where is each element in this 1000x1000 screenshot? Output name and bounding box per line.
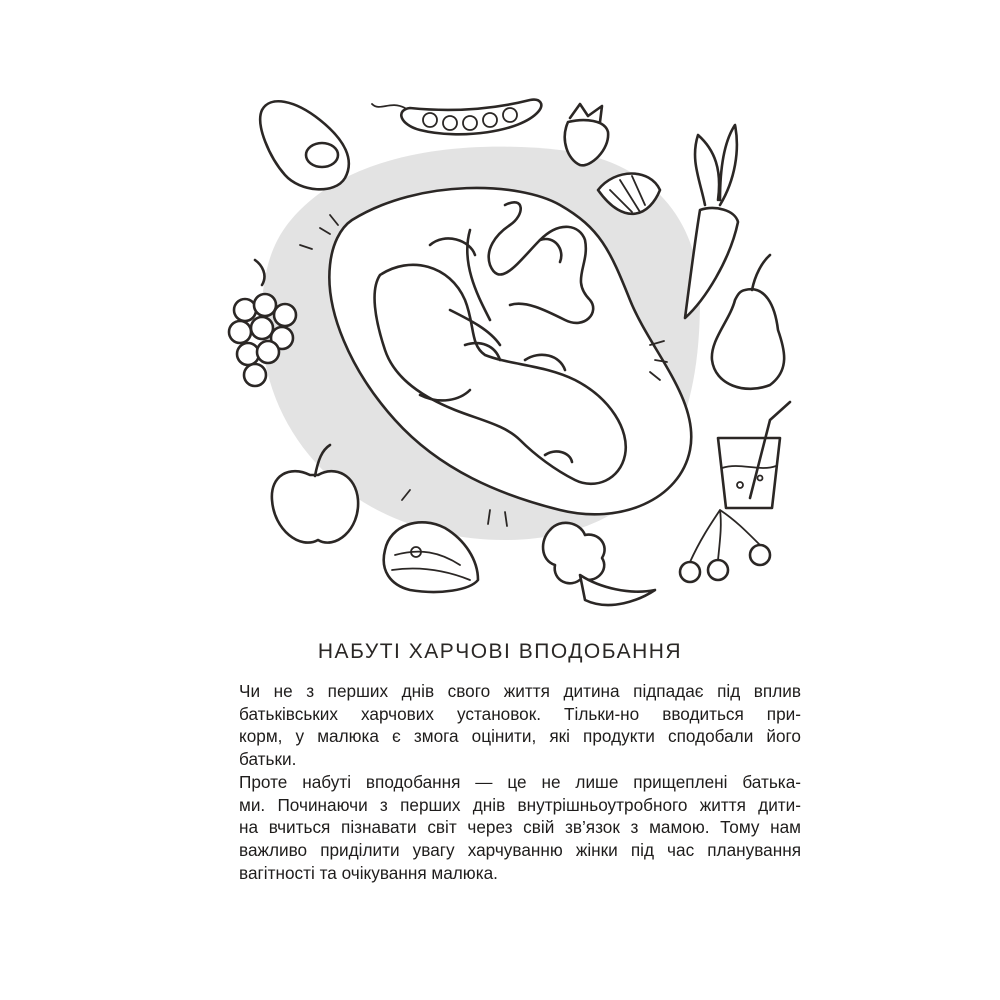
text-line: на вчиться пізнавати світ через свій зв’язок з мамою. Тому нам [239, 817, 801, 838]
text-line: важливо приділити увагу харчуванню жінки під час планування [239, 839, 801, 860]
text-line: батьківських харчових установок. Тільки-но вводиться при- [239, 703, 801, 724]
text-line: корм, у малюка є змога оцінити, які продукти сподобали його [239, 726, 801, 747]
pear-icon [712, 255, 784, 389]
body-text [201, 680, 801, 884]
text-line: Проте набуті вподобання — це не лише прищеплені батька- [239, 771, 801, 792]
paragraph-2 [201, 771, 801, 885]
avocado-icon [260, 101, 349, 189]
text-line: вагітності та очікування малюка. [239, 862, 498, 883]
cherries-icon [680, 510, 770, 582]
carrot-icon [685, 125, 738, 318]
glass-with-straw-icon [718, 402, 790, 508]
pea-pod-icon [372, 100, 541, 135]
section-heading: НАБУТІ ХАРЧОВІ ВПОДОБАННЯ [317, 640, 683, 663]
text-line: батьки. [239, 749, 297, 770]
strawberry-icon [565, 104, 608, 165]
paragraph-1 [201, 680, 801, 771]
broccoli-icon [543, 523, 655, 605]
text-line: ми. Починаючи з перших днів внутрішньоутробного життя дити- [239, 794, 801, 815]
text-line: Чи не з перших днів свого життя дитина підпадає під вплив [239, 681, 801, 701]
